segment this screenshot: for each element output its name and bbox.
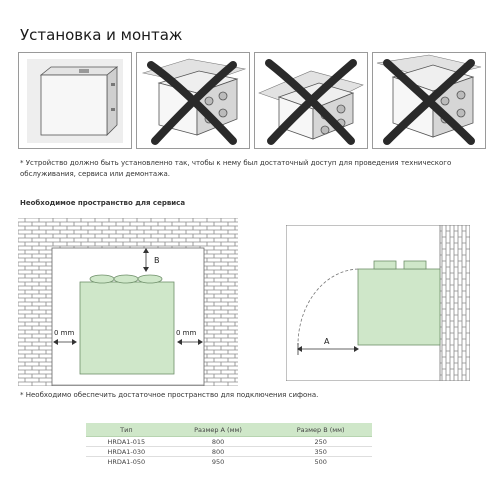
- ventilation-unit: [80, 282, 174, 374]
- crossed-out-installation-icon: [255, 53, 367, 148]
- note-access: * Устройство должно быть установленно так, чтобы к нему был достаточный доступ для проведения технического обслуживания, сервиса или демонтажа.: [20, 159, 452, 178]
- table-cell: 250: [314, 437, 327, 446]
- crossed-out-installation-icon: [137, 53, 249, 148]
- note-siphon: * Необходимо обеспечить достаточное пространство для подключения сифона.: [20, 391, 319, 399]
- service-heading: Необходимое пространство для сервиса: [20, 199, 186, 207]
- table-row: [86, 437, 372, 447]
- table-cell: HRDA1-050: [86, 457, 167, 467]
- correct-installation-illustration: [19, 53, 131, 148]
- table-cell: 800: [211, 437, 225, 446]
- ventilation-unit-side: [358, 269, 440, 345]
- service-space-side-diagram: [286, 225, 470, 381]
- table-row: [86, 447, 372, 457]
- table-cell: 800: [167, 447, 270, 457]
- panel-correct: [18, 52, 132, 149]
- label-right-gap: 0 mm: [176, 329, 197, 337]
- size-table: [86, 423, 372, 466]
- table-row: [86, 457, 372, 467]
- table-cell: 350: [269, 447, 372, 457]
- label-left-gap: 0 mm: [54, 329, 75, 337]
- panel-wrong-2: [254, 52, 368, 149]
- panel-wrong-3: [372, 52, 486, 149]
- brick-wall-side: [440, 225, 470, 381]
- table-cell: 500: [269, 457, 372, 467]
- label-a: A: [324, 337, 330, 346]
- column-header-type: Тип: [86, 423, 167, 437]
- table-cell: HRDA1-015: [107, 437, 146, 446]
- service-space-front-diagram: [18, 218, 238, 386]
- crossed-out-installation-icon: [373, 53, 485, 148]
- page-title: Установка и монтаж: [20, 26, 183, 44]
- panel-wrong-1: [136, 52, 250, 149]
- label-b: B: [154, 256, 160, 265]
- column-header-size-a: Размер A (мм): [167, 423, 270, 437]
- table-cell: HRDA1-030: [86, 447, 167, 457]
- column-header-size-b: Размер B (мм): [269, 423, 372, 437]
- table-cell: 950: [167, 457, 270, 467]
